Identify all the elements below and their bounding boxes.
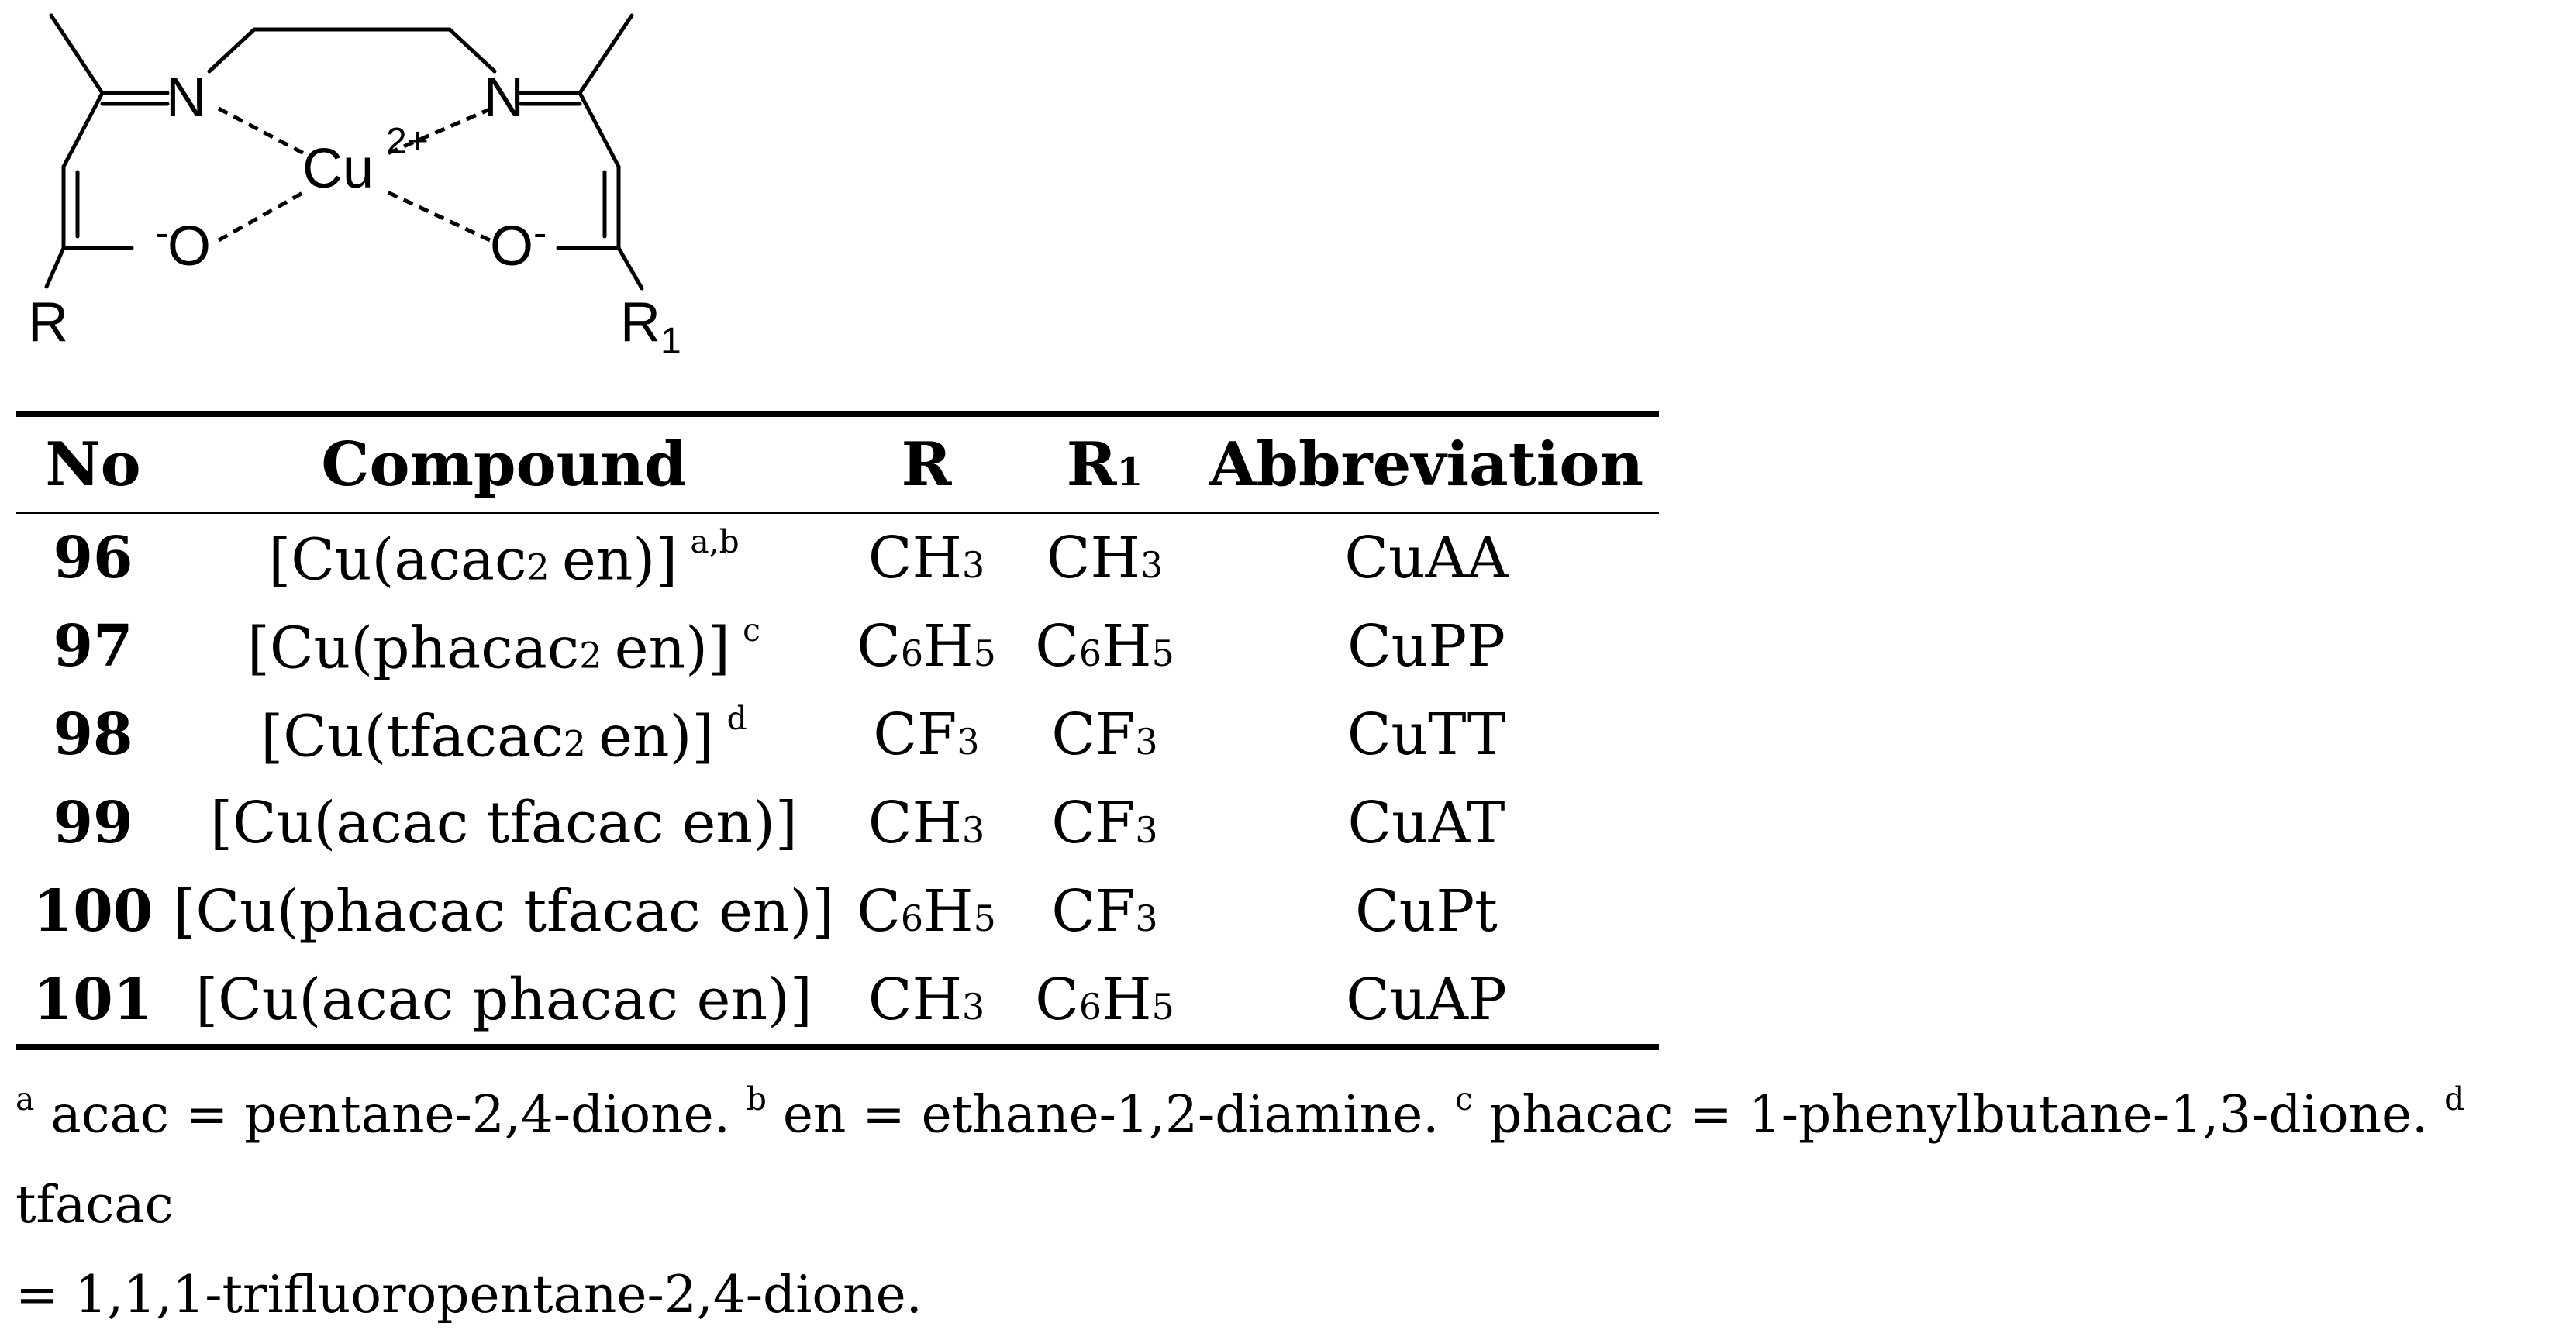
bond-methyl-right	[580, 16, 632, 93]
cell-r1-subscript: 6	[1078, 632, 1102, 674]
cell-r-tail: H	[923, 878, 974, 945]
bond-right-c-ch	[580, 93, 619, 167]
cell-r1-main: C	[1035, 966, 1079, 1033]
bond-bridge-3	[450, 29, 495, 71]
header-abbreviation: Abbreviation	[1194, 414, 1659, 513]
bond-right-c-r1	[619, 248, 642, 288]
cell-r1-subscript: 3	[1135, 897, 1158, 939]
compound-name-end: en)]	[598, 703, 715, 770]
cell-r-subscript: 3	[961, 544, 985, 586]
footnote-text-d: tfacac	[16, 1174, 174, 1235]
bond-bridge-1	[209, 29, 254, 71]
table-header-row	[16, 414, 1659, 513]
atom-r: R	[28, 291, 68, 353]
atom-o-left: O	[167, 215, 212, 277]
bond-methyl-left	[51, 16, 102, 93]
footnote-mark-d: d	[2444, 1080, 2465, 1118]
compound-subscript: 2	[563, 722, 586, 765]
compound-name: [Cu(tfacac	[260, 703, 564, 770]
table-row	[16, 956, 1659, 1047]
footnote-mark-a: a	[16, 1080, 35, 1118]
compound-footnote-mark: a,b	[690, 522, 740, 560]
table-body	[16, 513, 1659, 1048]
cell-r-main: C	[857, 878, 901, 945]
cell-r1-subscript: 3	[1135, 809, 1158, 851]
compound-footnote-mark: c	[743, 611, 760, 649]
cell-r1	[1016, 956, 1194, 1047]
cell-r-tail-subscript: 5	[973, 897, 996, 939]
cell-r	[837, 867, 1016, 956]
coord-bond-o-right	[388, 192, 490, 240]
cell-r-subscript: 6	[900, 632, 924, 674]
compound-name: [Cu(acac tfacac en)]	[210, 790, 798, 856]
cell-no: 96	[53, 525, 133, 591]
bond-left-c-ch	[64, 93, 102, 167]
compound-subscript: 2	[579, 634, 602, 677]
header-r1	[1016, 414, 1194, 513]
atom-cu-charge: 2+	[386, 121, 429, 162]
compound-name: [Cu(phacac tfacac en)]	[173, 878, 835, 945]
compound-table	[16, 411, 1659, 1050]
header-r1-main: R	[1066, 429, 1117, 500]
cell-no: 99	[53, 790, 133, 856]
cell-r-main: CH	[867, 966, 962, 1033]
cell-r-main: CH	[867, 525, 962, 591]
atom-n-right: N	[484, 67, 524, 129]
cell-r	[837, 779, 1016, 867]
cell-compound	[171, 513, 837, 603]
footnote-text-a: acac = pentane-2,4-dione.	[34, 1084, 747, 1145]
cell-r1	[1016, 779, 1194, 867]
footnote-mark-c: c	[1455, 1080, 1474, 1118]
table-row	[16, 691, 1659, 779]
compound-subscript: 2	[526, 546, 550, 588]
cell-r1-subscript: 6	[1078, 986, 1102, 1028]
atom-o-right: O	[490, 215, 534, 277]
table-row	[16, 513, 1659, 603]
cell-abbreviation: CuTT	[1347, 701, 1506, 768]
footnote-text-b: en = ethane-1,2-diamine.	[766, 1084, 1456, 1145]
coord-bond-o-left	[219, 192, 304, 240]
cell-r-tail-subscript: 5	[973, 632, 996, 674]
cell-abbreviation: CuPt	[1355, 878, 1498, 945]
atom-o-right-charge: -	[533, 211, 547, 256]
cell-r1	[1016, 691, 1194, 779]
compound-name: [Cu(acac	[268, 526, 527, 594]
cell-r-subscript: 6	[900, 897, 924, 939]
atom-n-left: N	[166, 67, 206, 129]
cell-r	[837, 691, 1016, 779]
cell-abbreviation: CuAP	[1194, 956, 1659, 1047]
table-footnote	[16, 1054, 2566, 1340]
compound-footnote-mark: d	[726, 699, 747, 737]
cell-compound	[171, 602, 837, 691]
header-no: No	[16, 414, 171, 513]
atom-cu: Cu	[302, 138, 374, 200]
cell-r1	[1016, 513, 1194, 603]
coord-bond-n-left	[219, 109, 304, 153]
atom-o-left-charge: -	[155, 211, 169, 256]
footnote-text-c: phacac = 1-phenylbutane-1,3-dione.	[1473, 1084, 2445, 1145]
cell-r	[837, 513, 1016, 603]
cell-r-subscript: 3	[957, 721, 980, 763]
table-row	[16, 867, 1659, 956]
cell-r-main: CF	[873, 701, 957, 768]
cell-r1-main: CF	[1051, 701, 1136, 768]
cell-r1-main: CF	[1051, 790, 1136, 856]
cell-compound	[171, 779, 837, 867]
table-row	[16, 602, 1659, 691]
cell-r	[837, 956, 1016, 1047]
table-row	[16, 779, 1659, 867]
footnote-line-2: = 1,1,1-trifluoropentane-2,4-dione.	[16, 1264, 922, 1324]
header-r1-subscript: 1	[1116, 450, 1143, 494]
cell-r1-tail: H	[1102, 613, 1152, 680]
cell-abbreviation: CuAT	[1347, 790, 1505, 856]
cell-abbreviation: CuPP	[1347, 613, 1505, 680]
cell-r-subscript: 3	[961, 986, 985, 1028]
cell-r1-tail-subscript: 5	[1151, 986, 1174, 1028]
cell-r-main: CH	[867, 790, 962, 856]
cell-no: 98	[53, 701, 133, 768]
cell-r-tail: H	[923, 613, 974, 680]
cell-compound	[171, 691, 837, 779]
cell-r1-subscript: 3	[1140, 544, 1164, 586]
cell-r1-main: CH	[1046, 525, 1140, 591]
compound-name-end: en)]	[561, 526, 678, 594]
bond-left-c-r	[47, 248, 64, 287]
header-compound: Compound	[171, 414, 837, 513]
cell-r1-main: CF	[1051, 878, 1136, 945]
cell-r1	[1016, 867, 1194, 956]
cell-compound	[171, 867, 837, 956]
cell-r-main: C	[857, 613, 901, 680]
cell-no: 100	[33, 878, 153, 945]
cell-r	[837, 602, 1016, 691]
cell-abbreviation: CuAA	[1344, 525, 1509, 591]
header-r: R	[837, 414, 1016, 513]
cell-r-subscript: 3	[961, 809, 985, 851]
atom-r1-subscript: 1	[660, 321, 681, 362]
cell-no: 97	[53, 613, 133, 680]
cell-compound	[171, 956, 837, 1047]
cell-no: 101	[16, 956, 171, 1047]
compound-name: [Cu(phacac	[247, 615, 580, 682]
atom-r1: R	[620, 291, 660, 353]
copper-complex-structure	[16, 0, 713, 364]
cell-r1-tail: H	[1102, 966, 1152, 1033]
cell-r1-tail-subscript: 5	[1151, 632, 1174, 674]
compound-name-end: en)]	[614, 615, 730, 682]
compound-name: [Cu(acac phacac en)]	[195, 966, 812, 1033]
footnote-mark-b: b	[746, 1080, 767, 1118]
cell-r1-subscript: 3	[1135, 721, 1158, 763]
footnote-line-1	[16, 1054, 2566, 1250]
cell-r1	[1016, 602, 1194, 691]
cell-r1-main: C	[1035, 613, 1079, 680]
